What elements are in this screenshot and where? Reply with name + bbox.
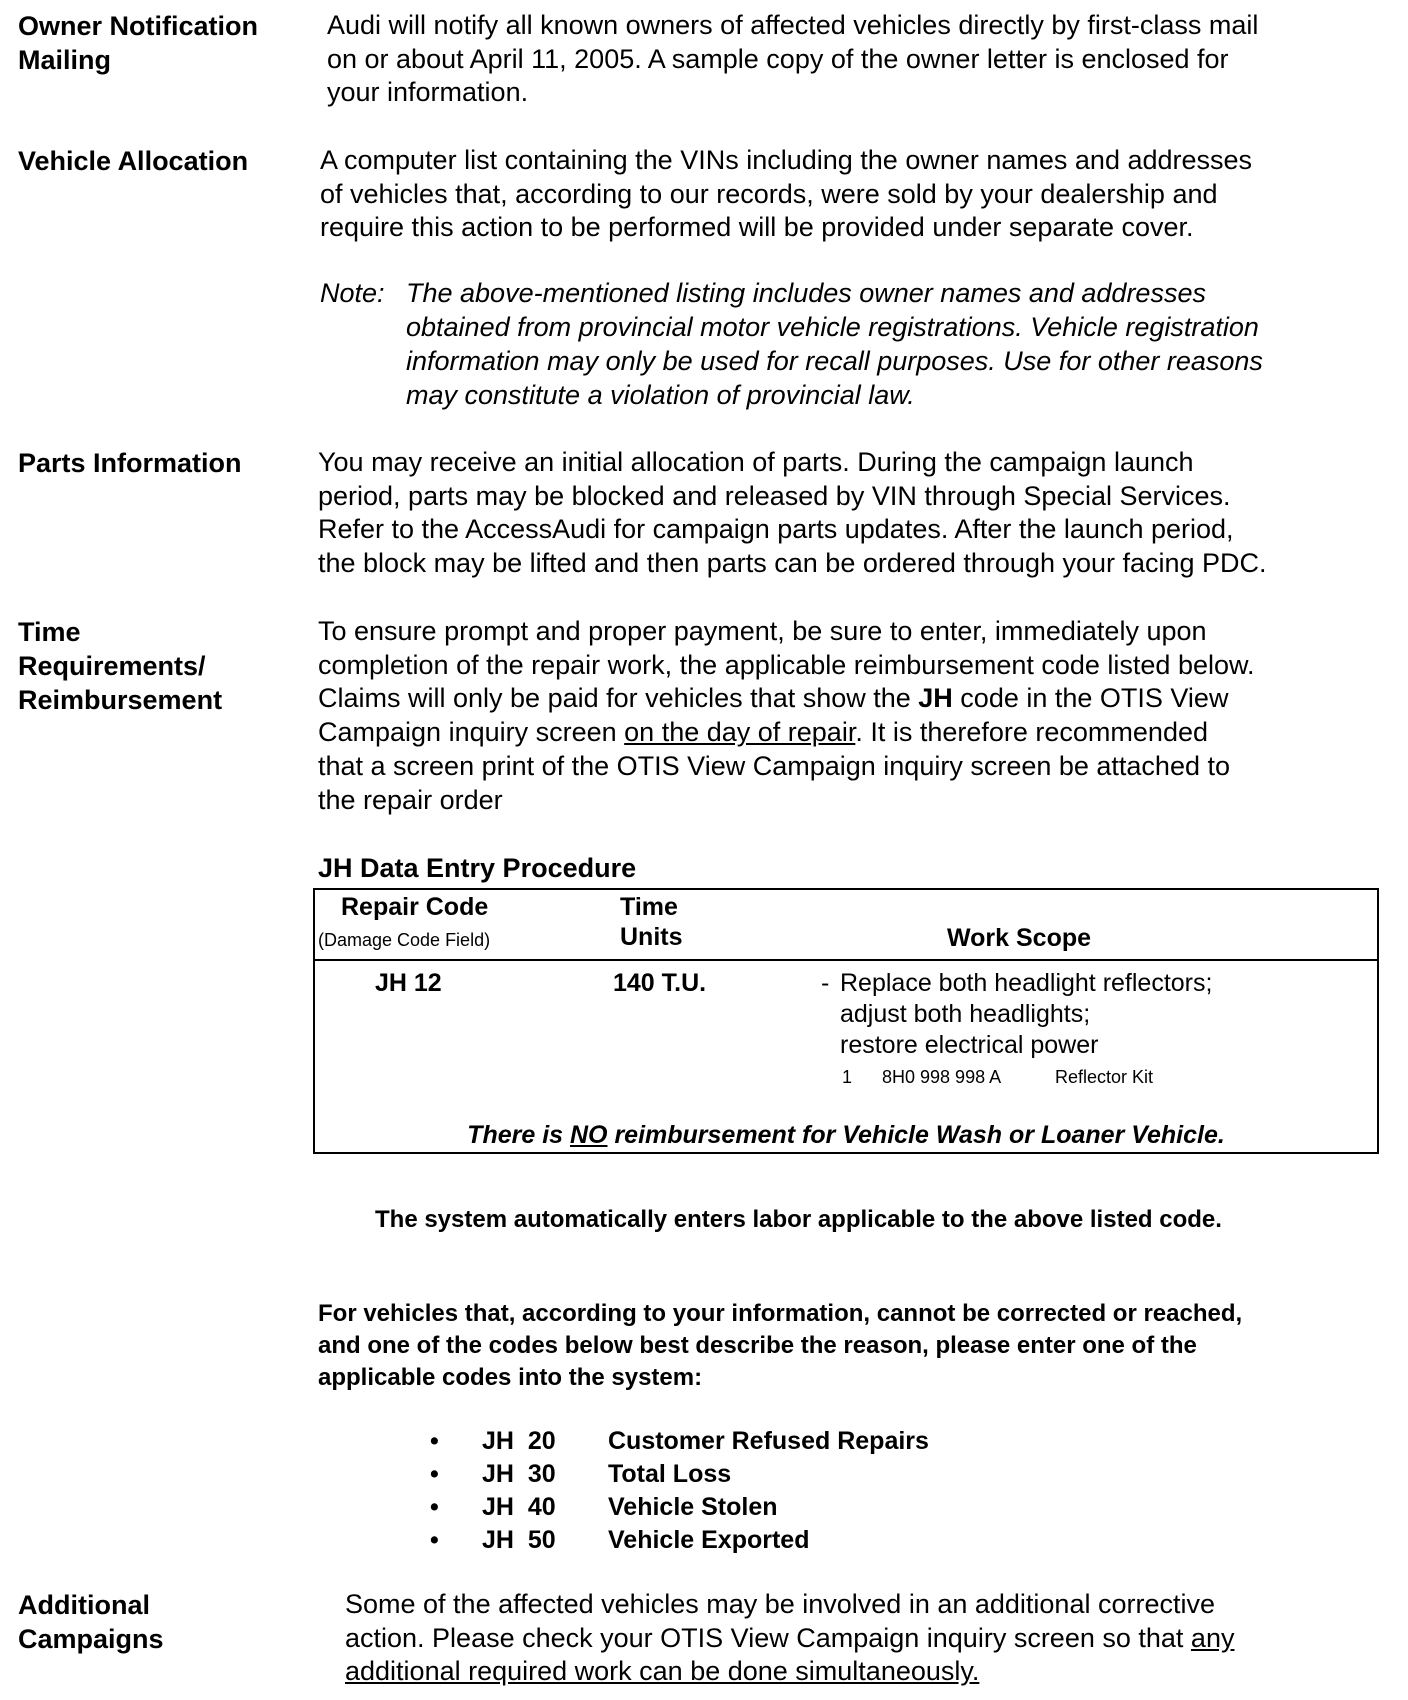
- note-line: The above-mentioned listing includes owner names and addresses: [406, 278, 1206, 308]
- label-line: Reimbursement: [18, 685, 223, 715]
- text-line: Some of the affected vehicles may be involved in an additional corrective: [345, 1589, 1215, 1619]
- bullet-icon: •: [430, 1493, 439, 1521]
- col-repair-code: Repair Code: [341, 893, 489, 921]
- note-line: may constitute a violation of provincial law.: [406, 380, 915, 410]
- vehicle-allocation-text: [320, 144, 1252, 245]
- part-qty: 1: [842, 1067, 853, 1087]
- part-name: Reflector Kit: [1055, 1067, 1154, 1087]
- owner-notification-label: [18, 9, 258, 77]
- text-line: [345, 1622, 1234, 1656]
- text-line: applicable codes into the system:: [318, 1364, 703, 1391]
- reason-code: JH 20: [482, 1427, 556, 1455]
- text-line: For vehicles that, according to your information, cannot be corrected or reached,: [318, 1300, 1243, 1327]
- text-line: [318, 682, 1255, 716]
- label-line: Additional: [18, 1590, 150, 1620]
- scope-line: Replace both headlight reflectors;: [840, 969, 1213, 997]
- row-time-units: 140 T.U.: [613, 969, 707, 997]
- time-requirements-text: [318, 615, 1255, 817]
- text-line: To ensure prompt and proper payment, be sure to enter, immediately upon: [318, 616, 1207, 646]
- procedure-title: JH Data Entry Procedure: [318, 853, 637, 883]
- text-line: Refer to the AccessAudi for campaign parts updates. After the launch period,: [318, 514, 1234, 545]
- reason-description: Vehicle Stolen: [608, 1493, 778, 1521]
- text-line: the repair order: [318, 784, 503, 815]
- text-span: reimbursement for Vehicle Wash or Loaner Vehicle.: [607, 1121, 1225, 1149]
- day-of-repair-emphasis: on the day of repair: [624, 717, 856, 748]
- bullet-icon: •: [430, 1460, 439, 1488]
- header-divider: [315, 959, 1377, 961]
- label-line: Owner Notification: [18, 11, 259, 41]
- registration-note: [320, 276, 1390, 412]
- label-line: Requirements/: [18, 651, 206, 681]
- text-span: action. Please check your OTIS View Campaign inquiry screen so that: [345, 1622, 1191, 1653]
- text-line: period, parts may be blocked and released by VIN through Special Services.: [318, 480, 1231, 511]
- time-requirements-label: [18, 615, 222, 717]
- reason-code: JH 50: [482, 1526, 556, 1554]
- no-reimbursement-note: [315, 1120, 1377, 1150]
- label-line: Time: [18, 617, 81, 647]
- text-span: There is: [467, 1121, 570, 1149]
- reason-description: Customer Refused Repairs: [608, 1427, 929, 1455]
- text-span: . It is therefore recommended: [855, 717, 1208, 748]
- procedure-table: [313, 888, 1379, 1154]
- col-work-scope: Work Scope: [947, 924, 1092, 952]
- scope-line: adjust both headlights;: [840, 1000, 1091, 1028]
- text-span: code in the OTIS View: [952, 683, 1229, 714]
- reason-description: Vehicle Exported: [608, 1526, 810, 1554]
- label-line: Campaigns: [18, 1624, 164, 1654]
- reason-description: Total Loss: [608, 1460, 732, 1488]
- system-labor-note: The system automatically enters labor applicable to the above listed code.: [375, 1206, 1222, 1233]
- bullet-icon: •: [430, 1427, 439, 1455]
- note-line: obtained from provincial motor vehicle registrations. Vehicle registration: [406, 312, 1259, 342]
- label-line: Mailing: [18, 45, 111, 75]
- col-time-line: Time: [620, 893, 678, 921]
- no-emphasis: NO: [570, 1121, 608, 1149]
- vehicle-allocation-label: Vehicle Allocation: [18, 146, 249, 176]
- text-line: the block may be lifted and then parts can be ordered through your facing PDC.: [318, 548, 1267, 579]
- underlined-text: any: [1190, 1622, 1235, 1653]
- text-line: your information.: [327, 77, 529, 108]
- text-line: You may receive an initial allocation of parts. During the campaign launch: [318, 447, 1194, 477]
- additional-campaigns-text: [345, 1588, 1234, 1689]
- jh-code-highlight: JH: [918, 683, 953, 714]
- scope-line: restore electrical power: [840, 1031, 1099, 1059]
- text-span: Campaign inquiry screen: [318, 717, 625, 748]
- col-time-line: Units: [620, 923, 683, 951]
- note-prefix: Note:: [320, 278, 385, 308]
- text-line: A computer list containing the VINs including the owner names and addresses: [320, 145, 1253, 175]
- text-line: require this action to be performed will be provided under separate cover.: [320, 212, 1194, 243]
- row-work-scope: [840, 968, 1212, 1061]
- col-repair-code-sub: (Damage Code Field): [318, 930, 491, 950]
- text-line: that a screen print of the OTIS View Campaign inquiry screen be attached to: [318, 750, 1231, 781]
- reason-code: JH 40: [482, 1493, 556, 1521]
- text-line: Audi will notify all known owners of affected vehicles directly by first-class mail: [327, 10, 1259, 40]
- text-line: of vehicles that, according to our records, were sold by your dealership and: [320, 178, 1218, 209]
- note-body: [320, 276, 1390, 412]
- text-line: and one of the codes below best describe the reason, please enter one of the: [318, 1332, 1197, 1359]
- underlined-text: additional required work can be done simultaneously.: [345, 1656, 980, 1687]
- fallback-instructions: [318, 1298, 1398, 1394]
- additional-campaigns-label: [18, 1588, 164, 1656]
- text-line: on or about April 11, 2005. A sample copy of the owner letter is enclosed for: [327, 43, 1229, 74]
- owner-notification-text: [327, 9, 1258, 110]
- row-scope-dash: -: [821, 969, 830, 997]
- parts-information-label: Parts Information: [18, 448, 242, 478]
- row-repair-code: JH 12: [375, 969, 442, 997]
- text-span: Claims will only be paid for vehicles that show the: [318, 683, 919, 714]
- part-number: 8H0 998 998 A: [882, 1067, 1002, 1087]
- col-time: [620, 892, 683, 952]
- reason-code: JH 30: [482, 1460, 556, 1488]
- note-line: information may only be used for recall purposes. Use for other reasons: [406, 346, 1263, 376]
- text-line: [318, 716, 1255, 750]
- parts-information-text: [318, 446, 1267, 581]
- bullet-icon: •: [430, 1526, 439, 1554]
- text-line: completion of the repair work, the applicable reimbursement code listed below.: [318, 649, 1255, 680]
